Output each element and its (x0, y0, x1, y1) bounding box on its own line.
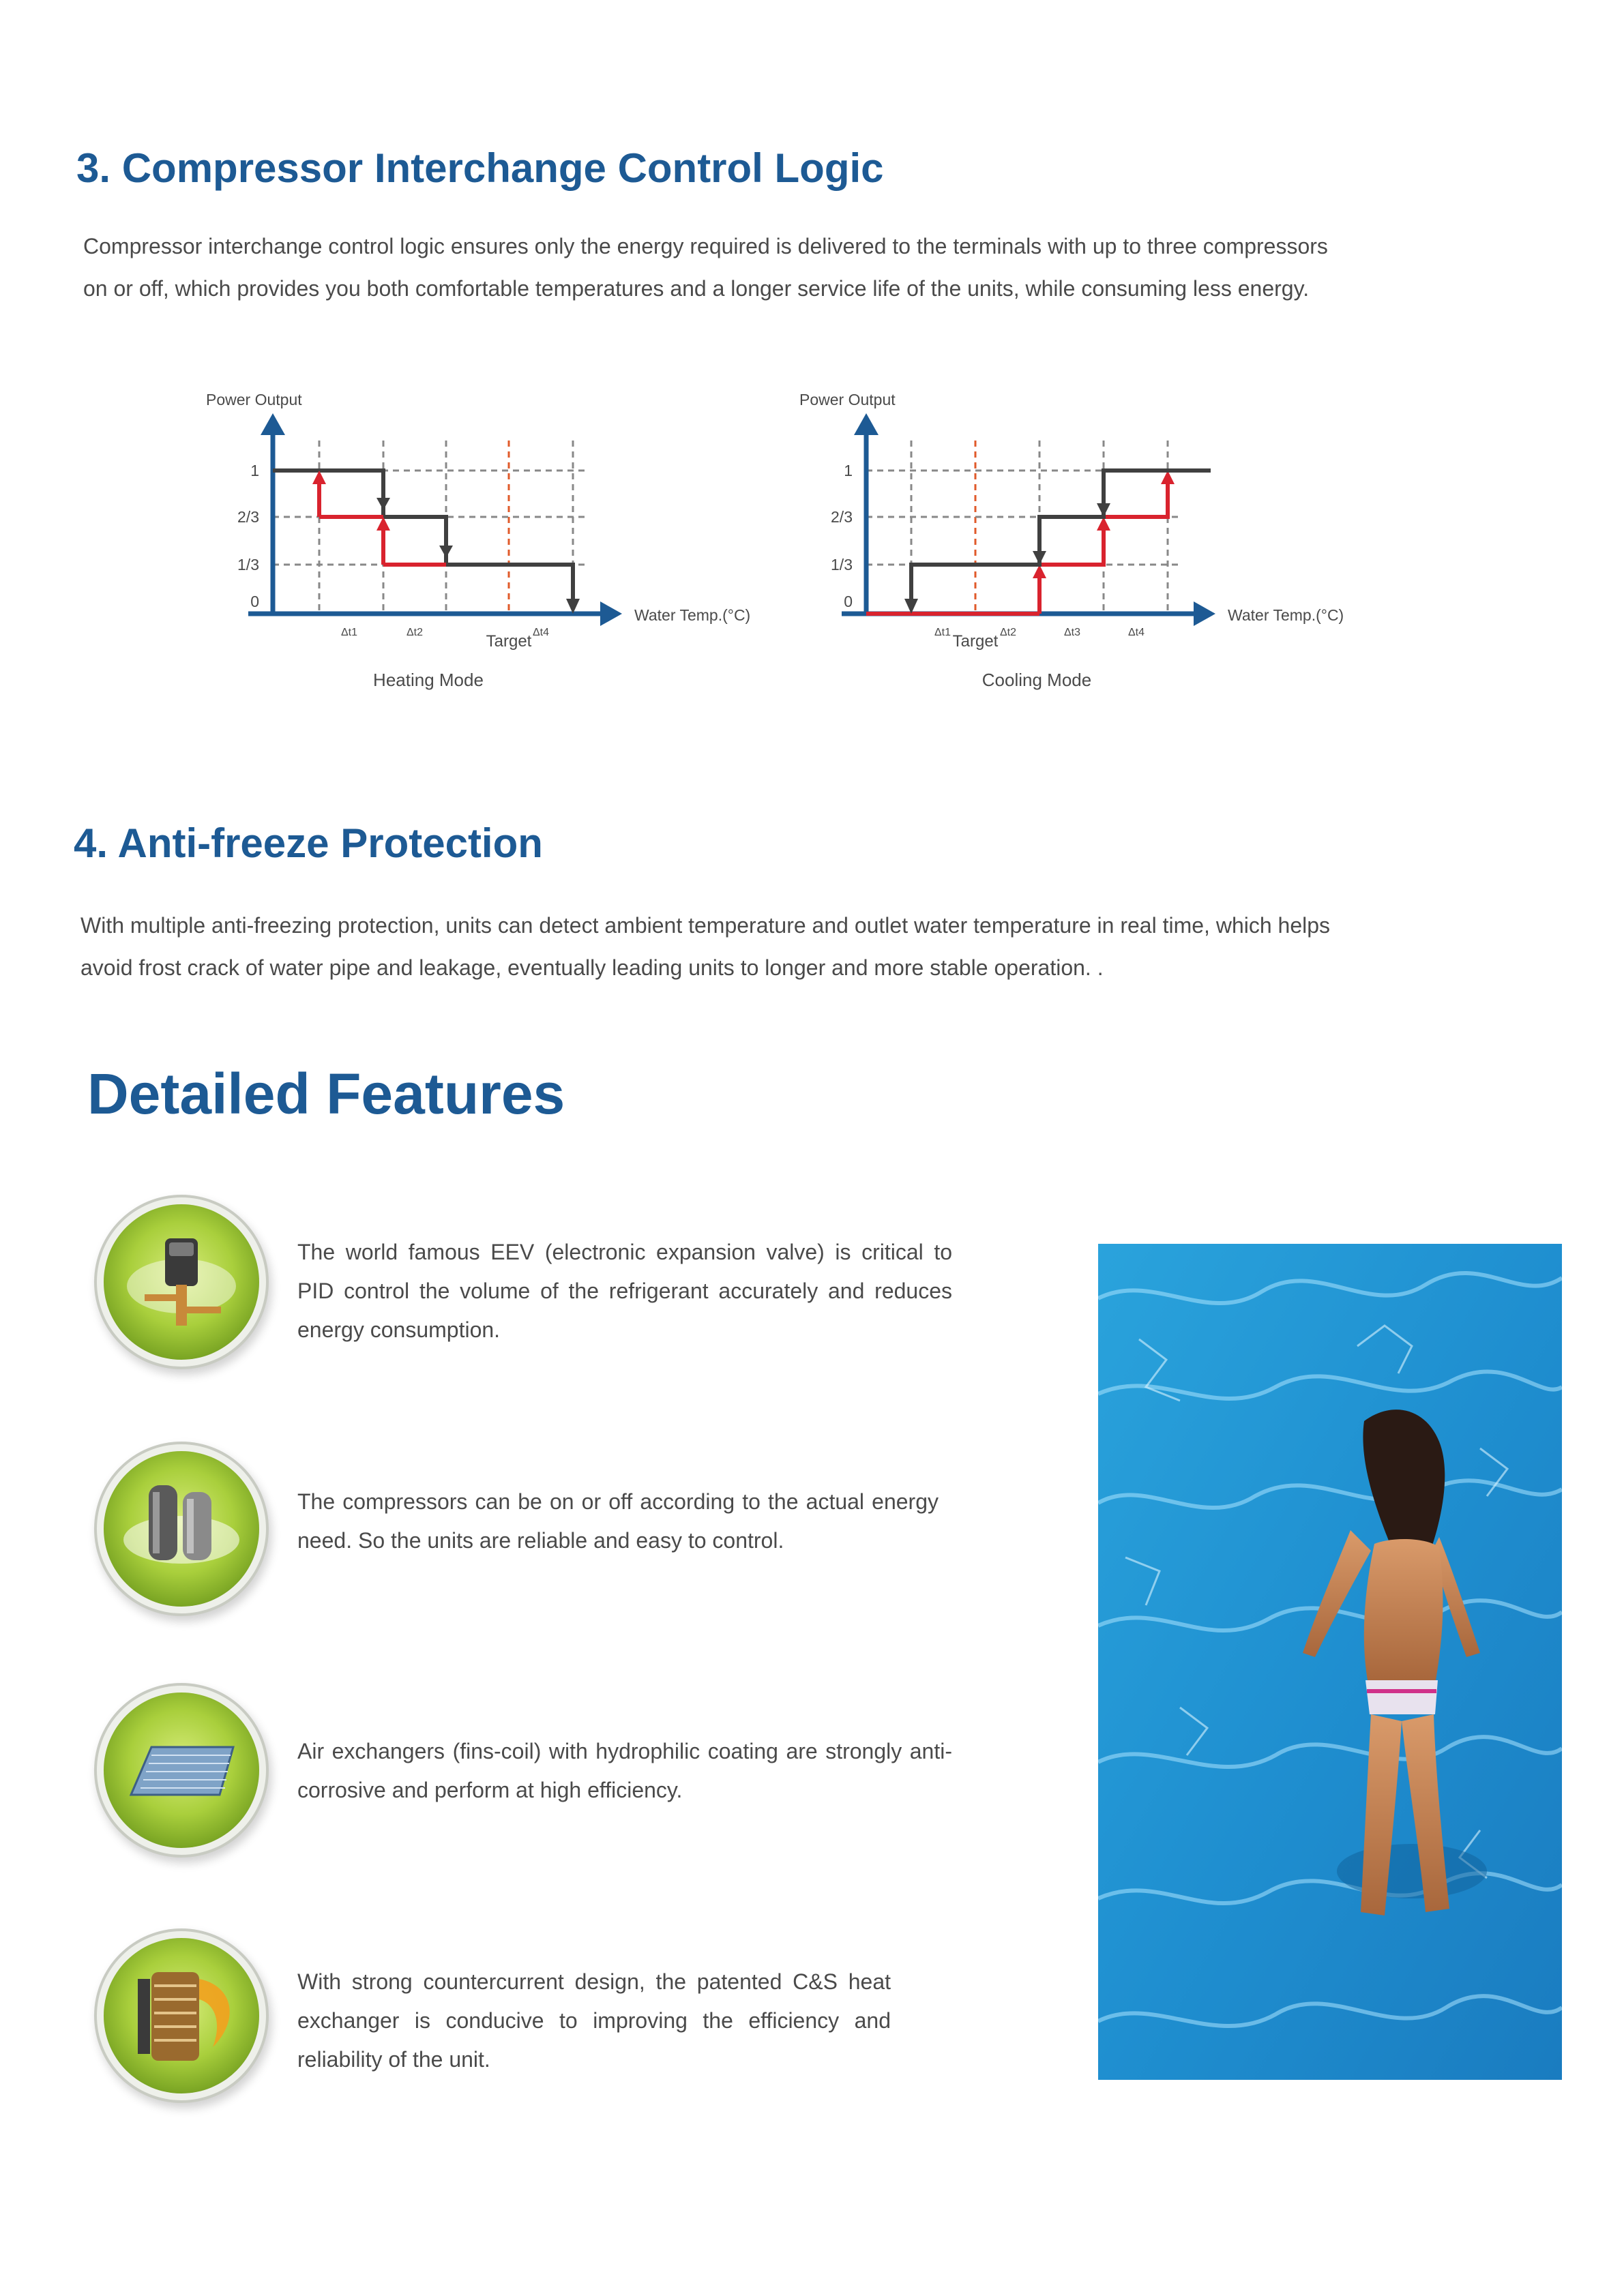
section-3-line-1: Compressor interchange control logic ensures only the energy required is delivered to the terminals with up to three compressors (83, 234, 1328, 258)
section-4-line-1: With multiple anti-freezing protection, units can detect ambient temperature and outlet water temperature in real time, which helps (80, 913, 1331, 938)
heat-exchanger-icon (104, 1938, 259, 2093)
heating-mode-chart (198, 382, 778, 696)
cooling-x-axis-label: Water Temp.(°C) (1228, 606, 1344, 624)
fin-coil-icon (104, 1693, 259, 1848)
cooling-x-arrow (1194, 601, 1215, 626)
cooling-dt1-label: Δt1 (934, 627, 951, 638)
cooling-dt3-label: Δt3 (1063, 627, 1081, 638)
cooling-mode-chart (791, 382, 1371, 696)
section-4-line-2: avoid frost crack of water pipe and leakage, eventually leading units to longer and more stable operation. . (80, 955, 1104, 980)
cooling-ytick-0: 0 (844, 593, 853, 610)
heating-down-arrow-1 (377, 498, 390, 510)
heating-dt1-label: Δt1 (340, 627, 358, 638)
cooling-ytick-1-3: 1/3 (831, 556, 853, 573)
section-4-paragraph (80, 904, 1540, 989)
heating-caption: Heating Mode (373, 670, 484, 690)
heating-ytick-1-3: 1/3 (237, 556, 259, 573)
heating-down-arrow-2 (439, 546, 453, 558)
cooling-y-arrow (854, 413, 879, 435)
feature-1-text: The world famous EEV (electronic expansion valve) is critical to PID control the volume of the refrigerant accurately and reduces energy consumption. (297, 1240, 952, 1342)
swimmer-pool-photo (1098, 1244, 1562, 2080)
feature-4-text: With strong countercurrent design, the patented C&S heat exchanger is conducive to improving the efficiency and reliability of the unit. (297, 1969, 891, 2072)
cooling-red-rise-2 (1039, 526, 1104, 565)
cooling-dt2-label: Δt2 (999, 627, 1017, 638)
heating-dt4-label: Δt4 (532, 627, 550, 638)
cooling-ytick-1: 1 (844, 462, 853, 479)
heating-dt2-label: Δt2 (406, 627, 424, 638)
detailed-features-title: Detailed Features (87, 1062, 565, 1126)
cooling-target-label: Target (952, 632, 999, 651)
compressor-icon (104, 1451, 259, 1607)
feature-2-text: The compressors can be on or off according to the actual energy need. So the units are reliable and easy to control. (297, 1489, 939, 1553)
cooling-ytick-2-3: 2/3 (831, 508, 853, 526)
heating-target-label: Target (486, 632, 532, 651)
eev-valve-icon (104, 1204, 259, 1360)
heating-ytick-2-3: 2/3 (237, 508, 259, 526)
heating-ytick-0: 0 (250, 593, 259, 610)
cooling-red-rise-3 (1104, 480, 1168, 517)
section-4-title: 4. Anti-freeze Protection (74, 820, 543, 866)
heating-y-axis-label: Power Output (206, 391, 302, 408)
cooling-y-axis-label: Power Output (799, 391, 896, 408)
heating-x-axis-label: Water Temp.(°C) (634, 606, 751, 624)
heating-y-arrow (261, 413, 285, 435)
heating-ytick-1: 1 (250, 462, 259, 479)
cooling-caption: Cooling Mode (981, 670, 1092, 690)
section-3-paragraph (83, 225, 1516, 310)
heating-x-arrow (600, 601, 622, 626)
feature-3-text: Air exchangers (fins-coil) with hydrophilic coating are strongly anti-corrosive and perform at high efficiency. (297, 1739, 952, 1802)
section-3-title: 3. Compressor Interchange Control Logic (76, 145, 884, 191)
section-3-line-2: on or off, which provides you both comfortable temperatures and a longer service life of the units, while consuming less energy. (83, 276, 1310, 301)
cooling-dt4-label: Δt4 (1127, 627, 1145, 638)
